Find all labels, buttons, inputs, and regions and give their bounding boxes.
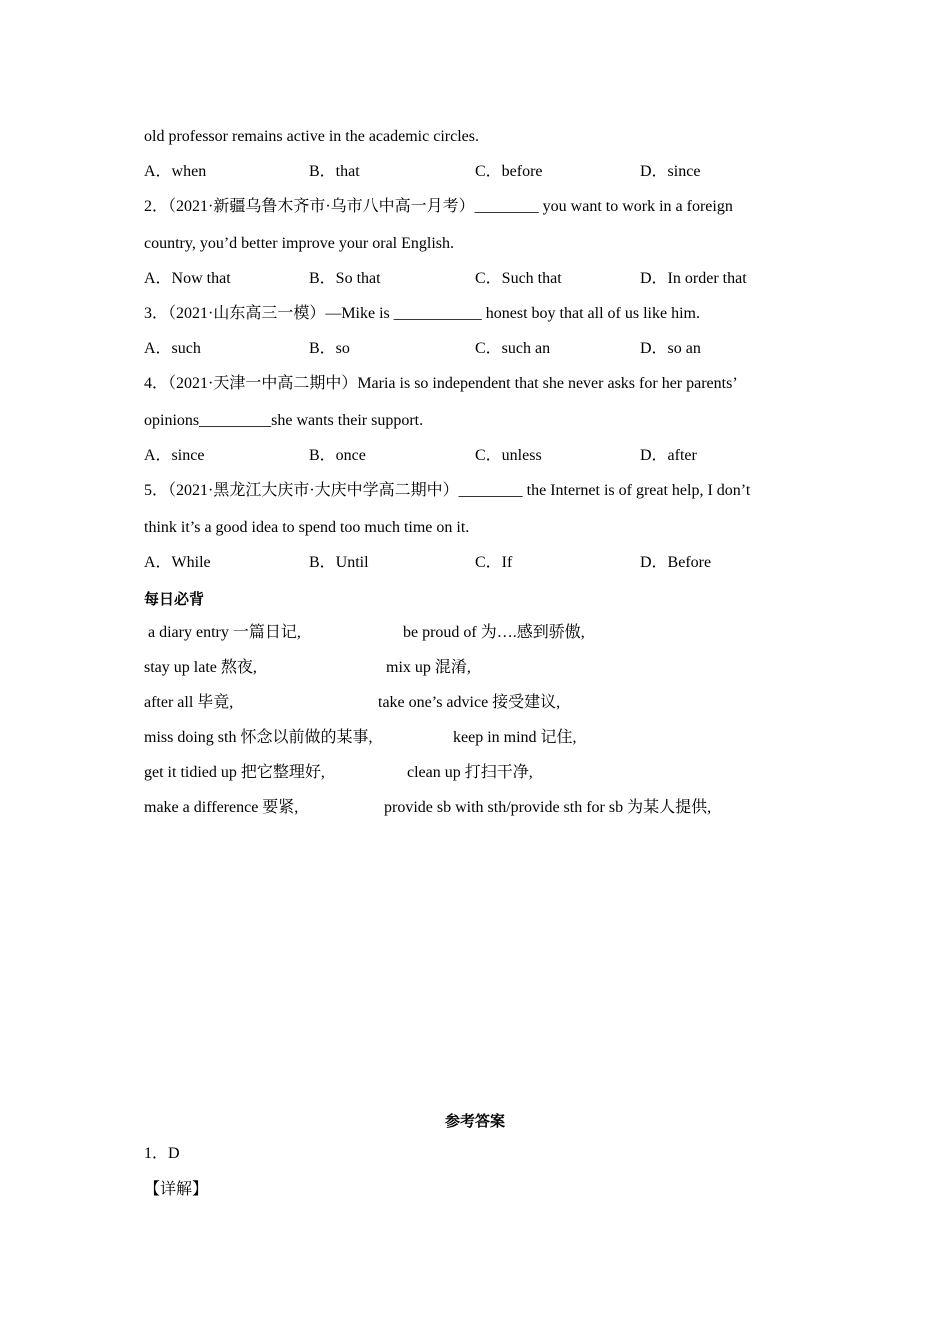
- question-1-tail: old professor remains active in the academic circles.: [144, 128, 479, 145]
- vocab-row: [144, 623, 844, 643]
- question-3: 3．（2021·山东高三一模）—Mike is ___________ honest boy that all of us like him.: [144, 305, 700, 322]
- question-4-line-1: 4．（2021·天津一中高二期中）Maria is so independent that she never asks for her parents’: [144, 375, 738, 392]
- option-b: B．Until: [309, 554, 369, 571]
- vocab-item: miss doing sth 怀念以前做的某事,: [144, 729, 373, 746]
- question-4-line-2: opinions_________she wants their support.: [144, 412, 424, 429]
- option-c: C．such an: [475, 340, 551, 357]
- question-2-options: [144, 269, 806, 289]
- vocab-item: stay up late 熬夜,: [144, 659, 257, 676]
- option-a: A．when: [144, 163, 207, 180]
- vocab-item: after all 毕竟,: [144, 694, 234, 711]
- option-a: A．Now that: [144, 270, 231, 287]
- vocab-item: a diary entry 一篇日记,: [148, 624, 301, 641]
- option-a: A．While: [144, 554, 211, 571]
- option-d: D．In order that: [640, 270, 747, 287]
- answer-detail-label: 【详解】: [144, 1181, 209, 1198]
- answers-heading: 参考答案: [444, 1112, 505, 1130]
- option-a: A．since: [144, 447, 205, 464]
- option-b: B．So that: [309, 270, 381, 287]
- option-d: D．so an: [640, 340, 701, 357]
- vocab-item: be proud of 为….感到骄傲,: [403, 624, 585, 641]
- vocab-item: keep in mind 记住,: [453, 729, 577, 746]
- option-b: B．once: [309, 447, 366, 464]
- option-c: C．Such that: [475, 270, 562, 287]
- option-a: A．such: [144, 340, 201, 357]
- vocab-row: [144, 728, 844, 748]
- question-2-line-1: 2．（2021·新疆乌鲁木齐市·乌市八中高一月考）________ you want to work in a foreign: [144, 198, 733, 215]
- option-d: D．since: [640, 163, 701, 180]
- question-4-options: [144, 446, 806, 466]
- question-2-line-2: country, you’d better improve your oral English.: [144, 235, 454, 252]
- vocab-item: mix up 混淆,: [386, 659, 471, 676]
- vocab-item: clean up 打扫干净,: [407, 764, 533, 781]
- vocab-item: make a difference 要紧,: [144, 799, 299, 816]
- vocab-item: get it tidied up 把它整理好,: [144, 764, 325, 781]
- question-1-options: [144, 162, 806, 182]
- question-5-line-2: think it’s a good idea to spend too much time on it.: [144, 519, 470, 536]
- option-b: B．so: [309, 340, 350, 357]
- option-c: C．If: [475, 554, 513, 571]
- option-d: D．Before: [640, 554, 712, 571]
- option-d: D．after: [640, 447, 697, 464]
- option-c: C．before: [475, 163, 543, 180]
- vocab-item: provide sb with sth/provide sth for sb 为某人提供,: [384, 799, 712, 816]
- option-c: C．unless: [475, 447, 542, 464]
- question-3-options: [144, 339, 806, 359]
- daily-heading: 每日必背: [144, 590, 205, 608]
- vocab-row: [144, 658, 844, 678]
- question-5-line-1: 5．（2021·黑龙江大庆市·大庆中学高二期中）________ the Internet is of great help, I don’t: [144, 482, 751, 499]
- question-5-options: [144, 553, 806, 573]
- vocab-row: [144, 763, 844, 783]
- answer-1: 1．D: [144, 1145, 180, 1162]
- vocab-item: take one’s advice 接受建议,: [378, 694, 561, 711]
- vocab-row: [144, 693, 844, 713]
- vocab-row: [144, 798, 844, 818]
- option-b: B．that: [309, 163, 360, 180]
